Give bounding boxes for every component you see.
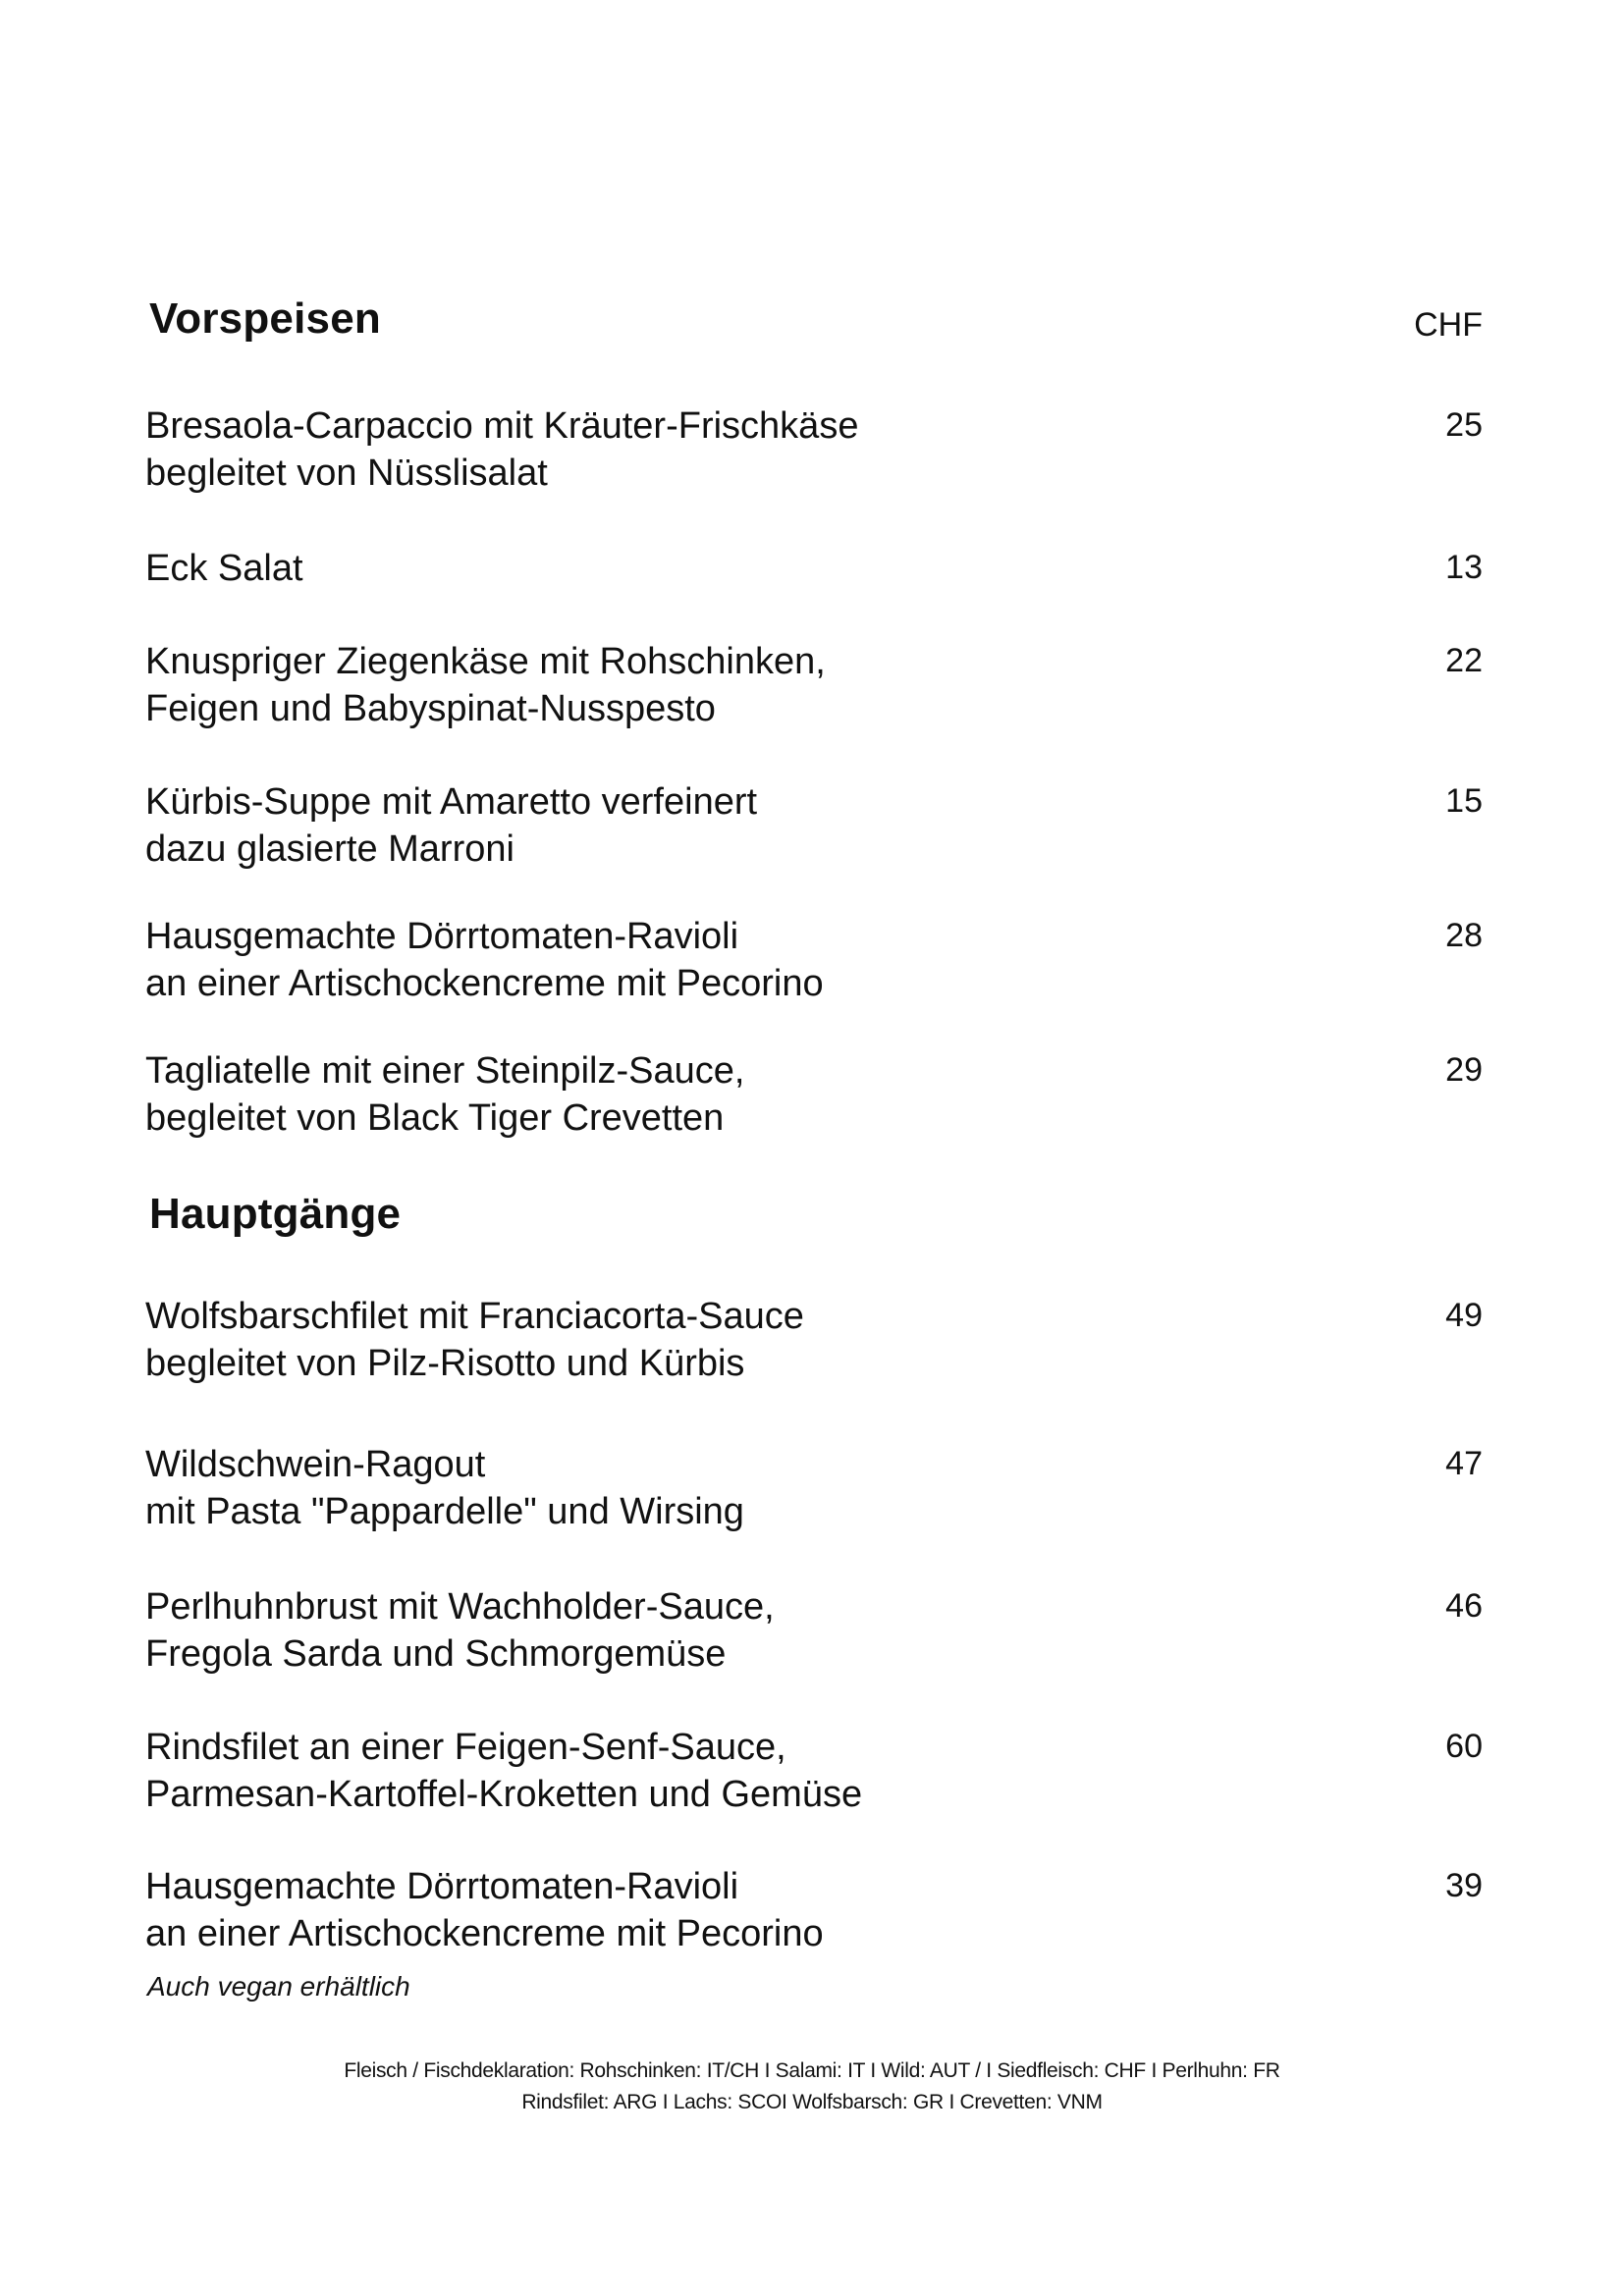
menu-item-description: Feigen und Babyspinat-Nusspesto [145, 688, 716, 729]
menu-item [145, 778, 1483, 873]
menu-item-price: 13 [1445, 549, 1483, 586]
menu-item [145, 1583, 1483, 1678]
menu-item-description: mit Pasta "Pappardelle" und Wirsing [145, 1491, 744, 1532]
menu-item-name: Hausgemachte Dörrtomaten-Ravioli [145, 1866, 739, 1907]
menu-item [145, 913, 1483, 1007]
section-title-hauptgaenge: Hauptgänge [149, 1190, 402, 1238]
menu-item-description: Fregola Sarda und Schmorgemüse [145, 1633, 727, 1675]
menu-item [145, 1293, 1483, 1387]
menu-item [145, 1724, 1483, 1818]
menu-item-name: Eck Salat [145, 548, 303, 589]
menu-item-price: 47 [1445, 1445, 1483, 1482]
currency-label: CHF [1414, 306, 1483, 344]
menu-item-description: begleitet von Nüsslisalat [145, 453, 548, 494]
menu-item-name: Rindsfilet an einer Feigen-Senf-Sauce, [145, 1727, 786, 1768]
menu-item-price: 49 [1445, 1297, 1483, 1334]
menu-item-description: begleitet von Pilz-Risotto und Kürbis [145, 1343, 745, 1384]
menu-item [145, 1863, 1483, 1957]
menu-item-name: Wildschwein-Ragout [145, 1444, 486, 1485]
origin-declaration-line-2: Rindsfilet: ARG I Lachs: SCOI Wolfsbarsch: GR I Crevetten: VNM [521, 2091, 1103, 2113]
menu-item-price: 39 [1445, 1867, 1483, 1904]
menu-item-name: Perlhuhnbrust mit Wachholder-Sauce, [145, 1586, 775, 1628]
menu-item-price: 25 [1445, 406, 1483, 444]
menu-item [145, 402, 1483, 497]
menu-item-name: Wolfsbarschfilet mit Franciacorta-Sauce [145, 1296, 804, 1337]
menu-item-description: begleitet von Black Tiger Crevetten [145, 1097, 725, 1139]
menu-item-price: 46 [1445, 1587, 1483, 1625]
menu-item-price: 60 [1445, 1728, 1483, 1765]
menu-item [145, 1441, 1483, 1535]
menu-item-price: 29 [1445, 1051, 1483, 1089]
menu-item-description: Parmesan-Kartoffel-Kroketten und Gemüse [145, 1774, 863, 1815]
menu-item-name: Hausgemachte Dörrtomaten-Ravioli [145, 916, 739, 957]
menu-item-price: 15 [1445, 782, 1483, 820]
menu-item-name: Tagliatelle mit einer Steinpilz-Sauce, [145, 1050, 745, 1092]
menu-item-description: an einer Artischockencreme mit Pecorino [145, 1913, 824, 1954]
menu-item [145, 1047, 1483, 1142]
menu-item [145, 545, 1483, 592]
menu-item-name: Kürbis-Suppe mit Amaretto verfeinert [145, 781, 758, 823]
menu-item-description: dazu glasierte Marroni [145, 828, 514, 870]
menu-item-price: 22 [1445, 642, 1483, 679]
origin-declaration-line-1: Fleisch / Fischdeklaration: Rohschinken: IT/CH I Salami: IT I Wild: AUT / I Siedfleisch: CHF I Perlhuhn: FR [344, 2059, 1280, 2082]
menu-item-name: Bresaola-Carpaccio mit Kräuter-Frischkäse [145, 405, 859, 447]
section-title-vorspeisen: Vorspeisen [149, 294, 381, 343]
menu-item-price: 28 [1445, 917, 1483, 954]
vegan-note: Auch vegan erhältlich [147, 1971, 410, 2002]
menu-item-name: Knuspriger Ziegenkäse mit Rohschinken, [145, 641, 826, 682]
menu-item-description: an einer Artischockencreme mit Pecorino [145, 963, 824, 1004]
menu-item [145, 638, 1483, 732]
